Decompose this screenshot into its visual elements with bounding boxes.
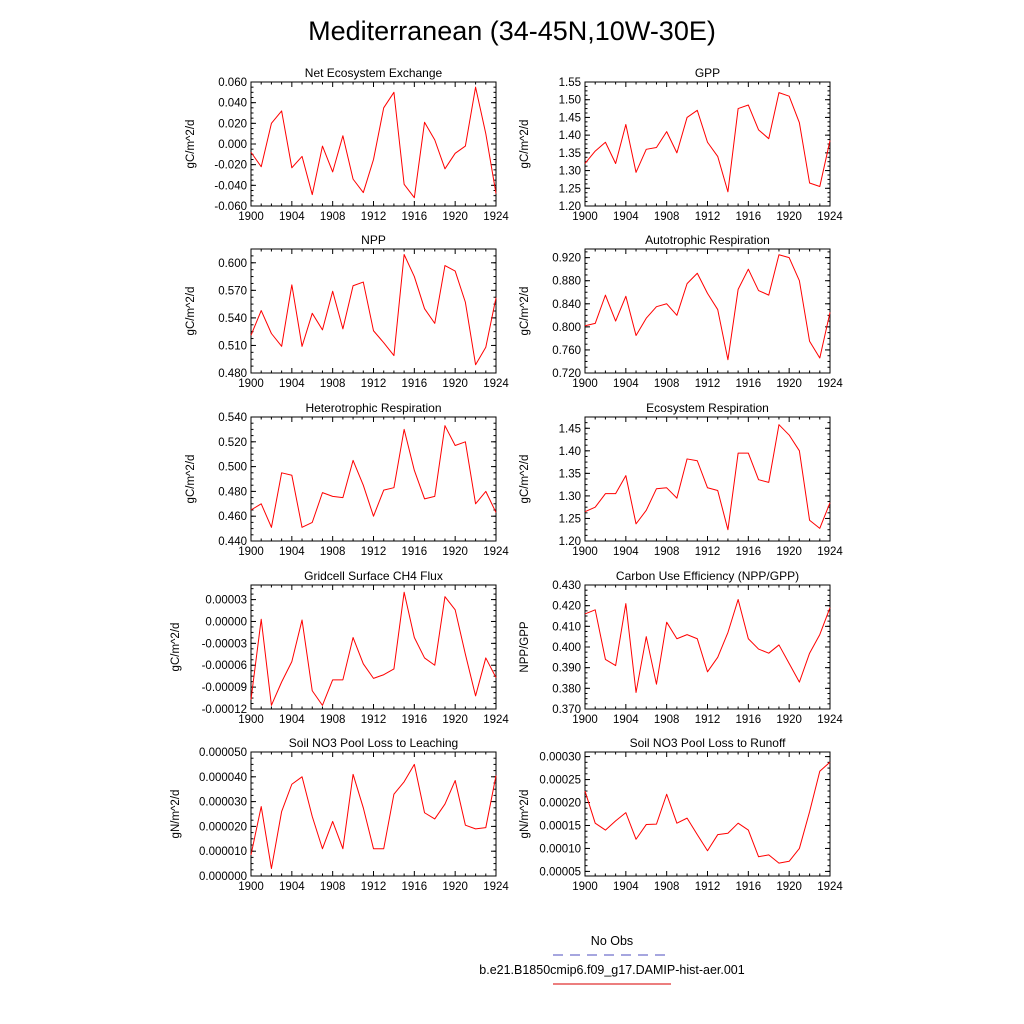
y-tick-label: 1.20 [558, 536, 581, 548]
y-tick-label: 0.00005 [539, 866, 581, 879]
y-axis-label: gC/m^2/d [519, 286, 531, 336]
y-tick-label: 1.30 [558, 490, 581, 503]
y-tick-label: 0.00000 [205, 616, 247, 629]
x-tick-label: 1900 [572, 881, 598, 893]
legend-obs-label: No Obs [590, 934, 634, 948]
y-axis-label: gC/m^2/d [170, 622, 182, 672]
panel-0 [185, 66, 509, 223]
y-tick-label: 0.000000 [199, 871, 247, 883]
panel-9 [519, 736, 843, 893]
y-tick-label: 0.000050 [199, 747, 247, 759]
x-tick-label: 1904 [279, 211, 305, 223]
y-tick-label: 0.920 [552, 252, 581, 265]
y-tick-label: 0.570 [218, 285, 247, 298]
y-tick-label: 0.440 [218, 536, 247, 548]
y-tick-label: 0.480 [218, 486, 247, 499]
y-tick-label: 0.00020 [539, 797, 581, 810]
y-tick-label: 1.25 [558, 183, 581, 196]
x-tick-label: 1900 [238, 714, 264, 726]
y-tick-label: 0.380 [552, 683, 581, 696]
plot-frame [251, 417, 496, 541]
panel-title: Carbon Use Efficiency (NPP/GPP) [615, 569, 800, 583]
x-tick-label: 1920 [776, 881, 802, 893]
y-tick-label: 0.00030 [539, 751, 581, 764]
panel-2 [185, 233, 509, 390]
y-tick-label: 0.040 [218, 97, 247, 110]
series-line [251, 592, 496, 705]
y-tick-label: 0.480 [218, 368, 247, 380]
x-tick-label: 1924 [817, 211, 843, 223]
x-tick-label: 1920 [442, 211, 468, 223]
y-tick-label: 0.520 [218, 436, 247, 449]
y-tick-label: 0.500 [218, 461, 247, 474]
y-tick-label: 0.880 [552, 275, 581, 288]
x-tick-label: 1904 [613, 378, 639, 390]
x-tick-label: 1900 [572, 378, 598, 390]
x-tick-label: 1912 [694, 546, 721, 558]
y-tick-label: 0.410 [552, 621, 581, 634]
panel-title: Soil NO3 Pool Loss to Runoff [629, 736, 786, 750]
x-tick-label: 1908 [319, 714, 346, 726]
plot-frame [251, 752, 496, 876]
series-line [585, 255, 830, 360]
x-tick-label: 1924 [817, 378, 843, 390]
y-tick-label: 0.540 [218, 312, 247, 325]
x-tick-label: 1920 [776, 546, 802, 558]
x-tick-label: 1912 [360, 714, 387, 726]
x-tick-label: 1924 [817, 881, 843, 893]
y-tick-label: 0.000 [218, 139, 247, 151]
x-tick-label: 1916 [735, 211, 762, 223]
x-tick-label: 1900 [238, 378, 264, 390]
plot-frame [585, 752, 830, 876]
panel-title: Gridcell Surface CH4 Flux [304, 569, 443, 583]
y-tick-label: 1.40 [558, 130, 581, 143]
y-tick-label: 0.000030 [199, 796, 247, 809]
x-tick-label: 1912 [694, 378, 721, 390]
y-tick-label: 0.000010 [199, 846, 247, 859]
y-tick-label: -0.040 [214, 180, 247, 193]
x-tick-label: 1924 [483, 714, 509, 726]
x-tick-label: 1908 [319, 546, 346, 558]
x-tick-label: 1924 [483, 546, 509, 558]
x-tick-label: 1916 [401, 881, 428, 893]
x-tick-label: 1924 [817, 546, 843, 558]
x-tick-label: 1904 [613, 881, 639, 893]
x-tick-label: 1904 [279, 546, 305, 558]
y-axis-label: NPP/GPP [519, 621, 531, 673]
x-tick-label: 1916 [735, 378, 762, 390]
x-tick-label: 1900 [572, 211, 598, 223]
y-tick-label: 1.55 [558, 77, 581, 89]
y-tick-label: 0.400 [552, 642, 581, 654]
x-tick-label: 1908 [319, 378, 346, 390]
x-tick-label: 1920 [442, 546, 468, 558]
panel-title: Autotrophic Respiration [645, 233, 770, 247]
x-tick-label: 1916 [401, 714, 428, 726]
x-tick-label: 1924 [817, 714, 843, 726]
series-line [251, 255, 496, 365]
series-line [251, 87, 496, 198]
series-line [585, 425, 830, 530]
y-tick-label: 1.30 [558, 165, 581, 178]
x-tick-label: 1920 [776, 714, 802, 726]
x-tick-label: 1908 [653, 211, 680, 223]
x-tick-label: 1920 [776, 211, 802, 223]
y-tick-label: -0.020 [214, 159, 247, 172]
x-tick-label: 1908 [653, 881, 680, 893]
x-tick-label: 1908 [653, 714, 680, 726]
panel-6 [170, 569, 509, 726]
y-tick-label: -0.060 [214, 201, 247, 213]
plot-frame [585, 82, 830, 206]
y-axis-label: gC/m^2/d [519, 454, 531, 504]
y-axis-label: gC/m^2/d [185, 119, 197, 169]
y-tick-label: -0.00006 [201, 660, 247, 673]
x-tick-label: 1916 [735, 546, 762, 558]
series-line [585, 93, 830, 192]
x-tick-label: 1912 [360, 211, 387, 223]
plot-frame [585, 585, 830, 709]
x-tick-label: 1916 [401, 546, 428, 558]
y-tick-label: -0.00003 [201, 638, 247, 651]
x-tick-label: 1920 [442, 378, 468, 390]
x-tick-label: 1912 [694, 714, 721, 726]
x-tick-label: 1916 [735, 714, 762, 726]
y-axis-label: gN/m^2/d [519, 789, 531, 839]
y-tick-label: 0.510 [218, 340, 247, 353]
panel-7 [519, 569, 843, 726]
x-tick-label: 1908 [319, 211, 346, 223]
y-axis-label: gN/m^2/d [170, 789, 182, 839]
x-tick-label: 1920 [776, 378, 802, 390]
x-tick-label: 1904 [279, 378, 305, 390]
x-tick-label: 1904 [613, 714, 639, 726]
y-tick-label: 0.060 [218, 77, 247, 89]
panel-5 [519, 401, 843, 558]
y-tick-label: 1.20 [558, 201, 581, 213]
panel-3 [519, 233, 843, 390]
x-tick-label: 1908 [653, 378, 680, 390]
x-tick-label: 1900 [572, 546, 598, 558]
y-tick-label: 1.25 [558, 513, 581, 526]
panel-4 [185, 401, 509, 558]
y-tick-label: 0.600 [218, 257, 247, 270]
y-tick-label: -0.00009 [201, 682, 247, 695]
y-tick-label: 0.720 [552, 368, 581, 380]
y-tick-label: 0.00003 [205, 594, 247, 607]
x-tick-label: 1924 [483, 211, 509, 223]
y-tick-label: 0.840 [552, 298, 581, 311]
x-tick-label: 1920 [442, 714, 468, 726]
x-tick-label: 1920 [442, 881, 468, 893]
y-tick-label: 0.020 [218, 118, 247, 131]
panel-title: Ecosystem Respiration [646, 401, 769, 415]
y-tick-label: 0.430 [552, 580, 581, 592]
y-tick-label: 1.50 [558, 94, 581, 107]
x-tick-label: 1924 [483, 881, 509, 893]
y-tick-label: 0.760 [552, 344, 581, 357]
y-tick-label: 0.00015 [539, 820, 581, 833]
x-tick-label: 1900 [572, 714, 598, 726]
series-line [585, 599, 830, 692]
y-tick-label: 0.540 [218, 412, 247, 424]
x-tick-label: 1900 [238, 881, 264, 893]
plot-frame [251, 585, 496, 709]
panel-title: NPP [361, 233, 386, 247]
x-tick-label: 1904 [613, 546, 639, 558]
panel-title: GPP [694, 66, 721, 80]
series-line [251, 426, 496, 528]
y-axis-label: gC/m^2/d [185, 454, 197, 504]
x-tick-label: 1916 [401, 211, 428, 223]
x-tick-label: 1912 [694, 211, 721, 223]
panel-title: Net Ecosystem Exchange [304, 66, 443, 80]
x-tick-label: 1912 [360, 881, 387, 893]
panel-1 [519, 66, 843, 223]
y-tick-label: 0.800 [552, 321, 581, 334]
x-tick-label: 1912 [360, 546, 387, 558]
legend [479, 934, 744, 984]
y-tick-label: 1.45 [558, 423, 581, 436]
y-tick-label: 1.45 [558, 112, 581, 125]
x-tick-label: 1900 [238, 211, 264, 223]
y-tick-label: 0.00010 [539, 843, 581, 856]
y-tick-label: 1.40 [558, 445, 581, 458]
y-tick-label: 0.000040 [199, 771, 247, 784]
x-tick-label: 1904 [613, 211, 639, 223]
x-tick-label: 1916 [401, 378, 428, 390]
y-axis-label: gC/m^2/d [519, 119, 531, 169]
series-line [251, 764, 496, 868]
x-tick-label: 1904 [279, 881, 305, 893]
y-axis-label: gC/m^2/d [185, 286, 197, 336]
panel-8 [170, 736, 509, 893]
x-tick-label: 1908 [319, 881, 346, 893]
y-tick-label: 0.370 [552, 704, 581, 716]
x-tick-label: 1916 [735, 881, 762, 893]
legend-model-label: b.e21.B1850cmip6.f09_g17.DAMIP-hist-aer.001 [479, 963, 745, 977]
y-tick-label: 0.000020 [199, 821, 247, 834]
x-tick-label: 1924 [483, 378, 509, 390]
figure-title: Mediterranean (34-45N,10W-30E) [308, 16, 716, 46]
y-tick-label: 0.460 [218, 511, 247, 524]
x-tick-label: 1908 [653, 546, 680, 558]
y-tick-label: -0.00012 [201, 704, 247, 716]
x-tick-label: 1912 [694, 881, 721, 893]
y-tick-label: 1.35 [558, 468, 581, 481]
y-tick-label: 0.00025 [539, 774, 581, 787]
panels-grid [170, 66, 843, 893]
x-tick-label: 1904 [279, 714, 305, 726]
panel-title: Soil NO3 Pool Loss to Leaching [288, 736, 459, 750]
y-tick-label: 0.420 [552, 600, 581, 613]
x-tick-label: 1900 [238, 546, 264, 558]
panel-title: Heterotrophic Respiration [305, 401, 442, 415]
series-line [585, 762, 830, 863]
x-tick-label: 1912 [360, 378, 387, 390]
y-tick-label: 0.390 [552, 662, 581, 675]
plot-frame [585, 417, 830, 541]
y-tick-label: 1.35 [558, 147, 581, 160]
